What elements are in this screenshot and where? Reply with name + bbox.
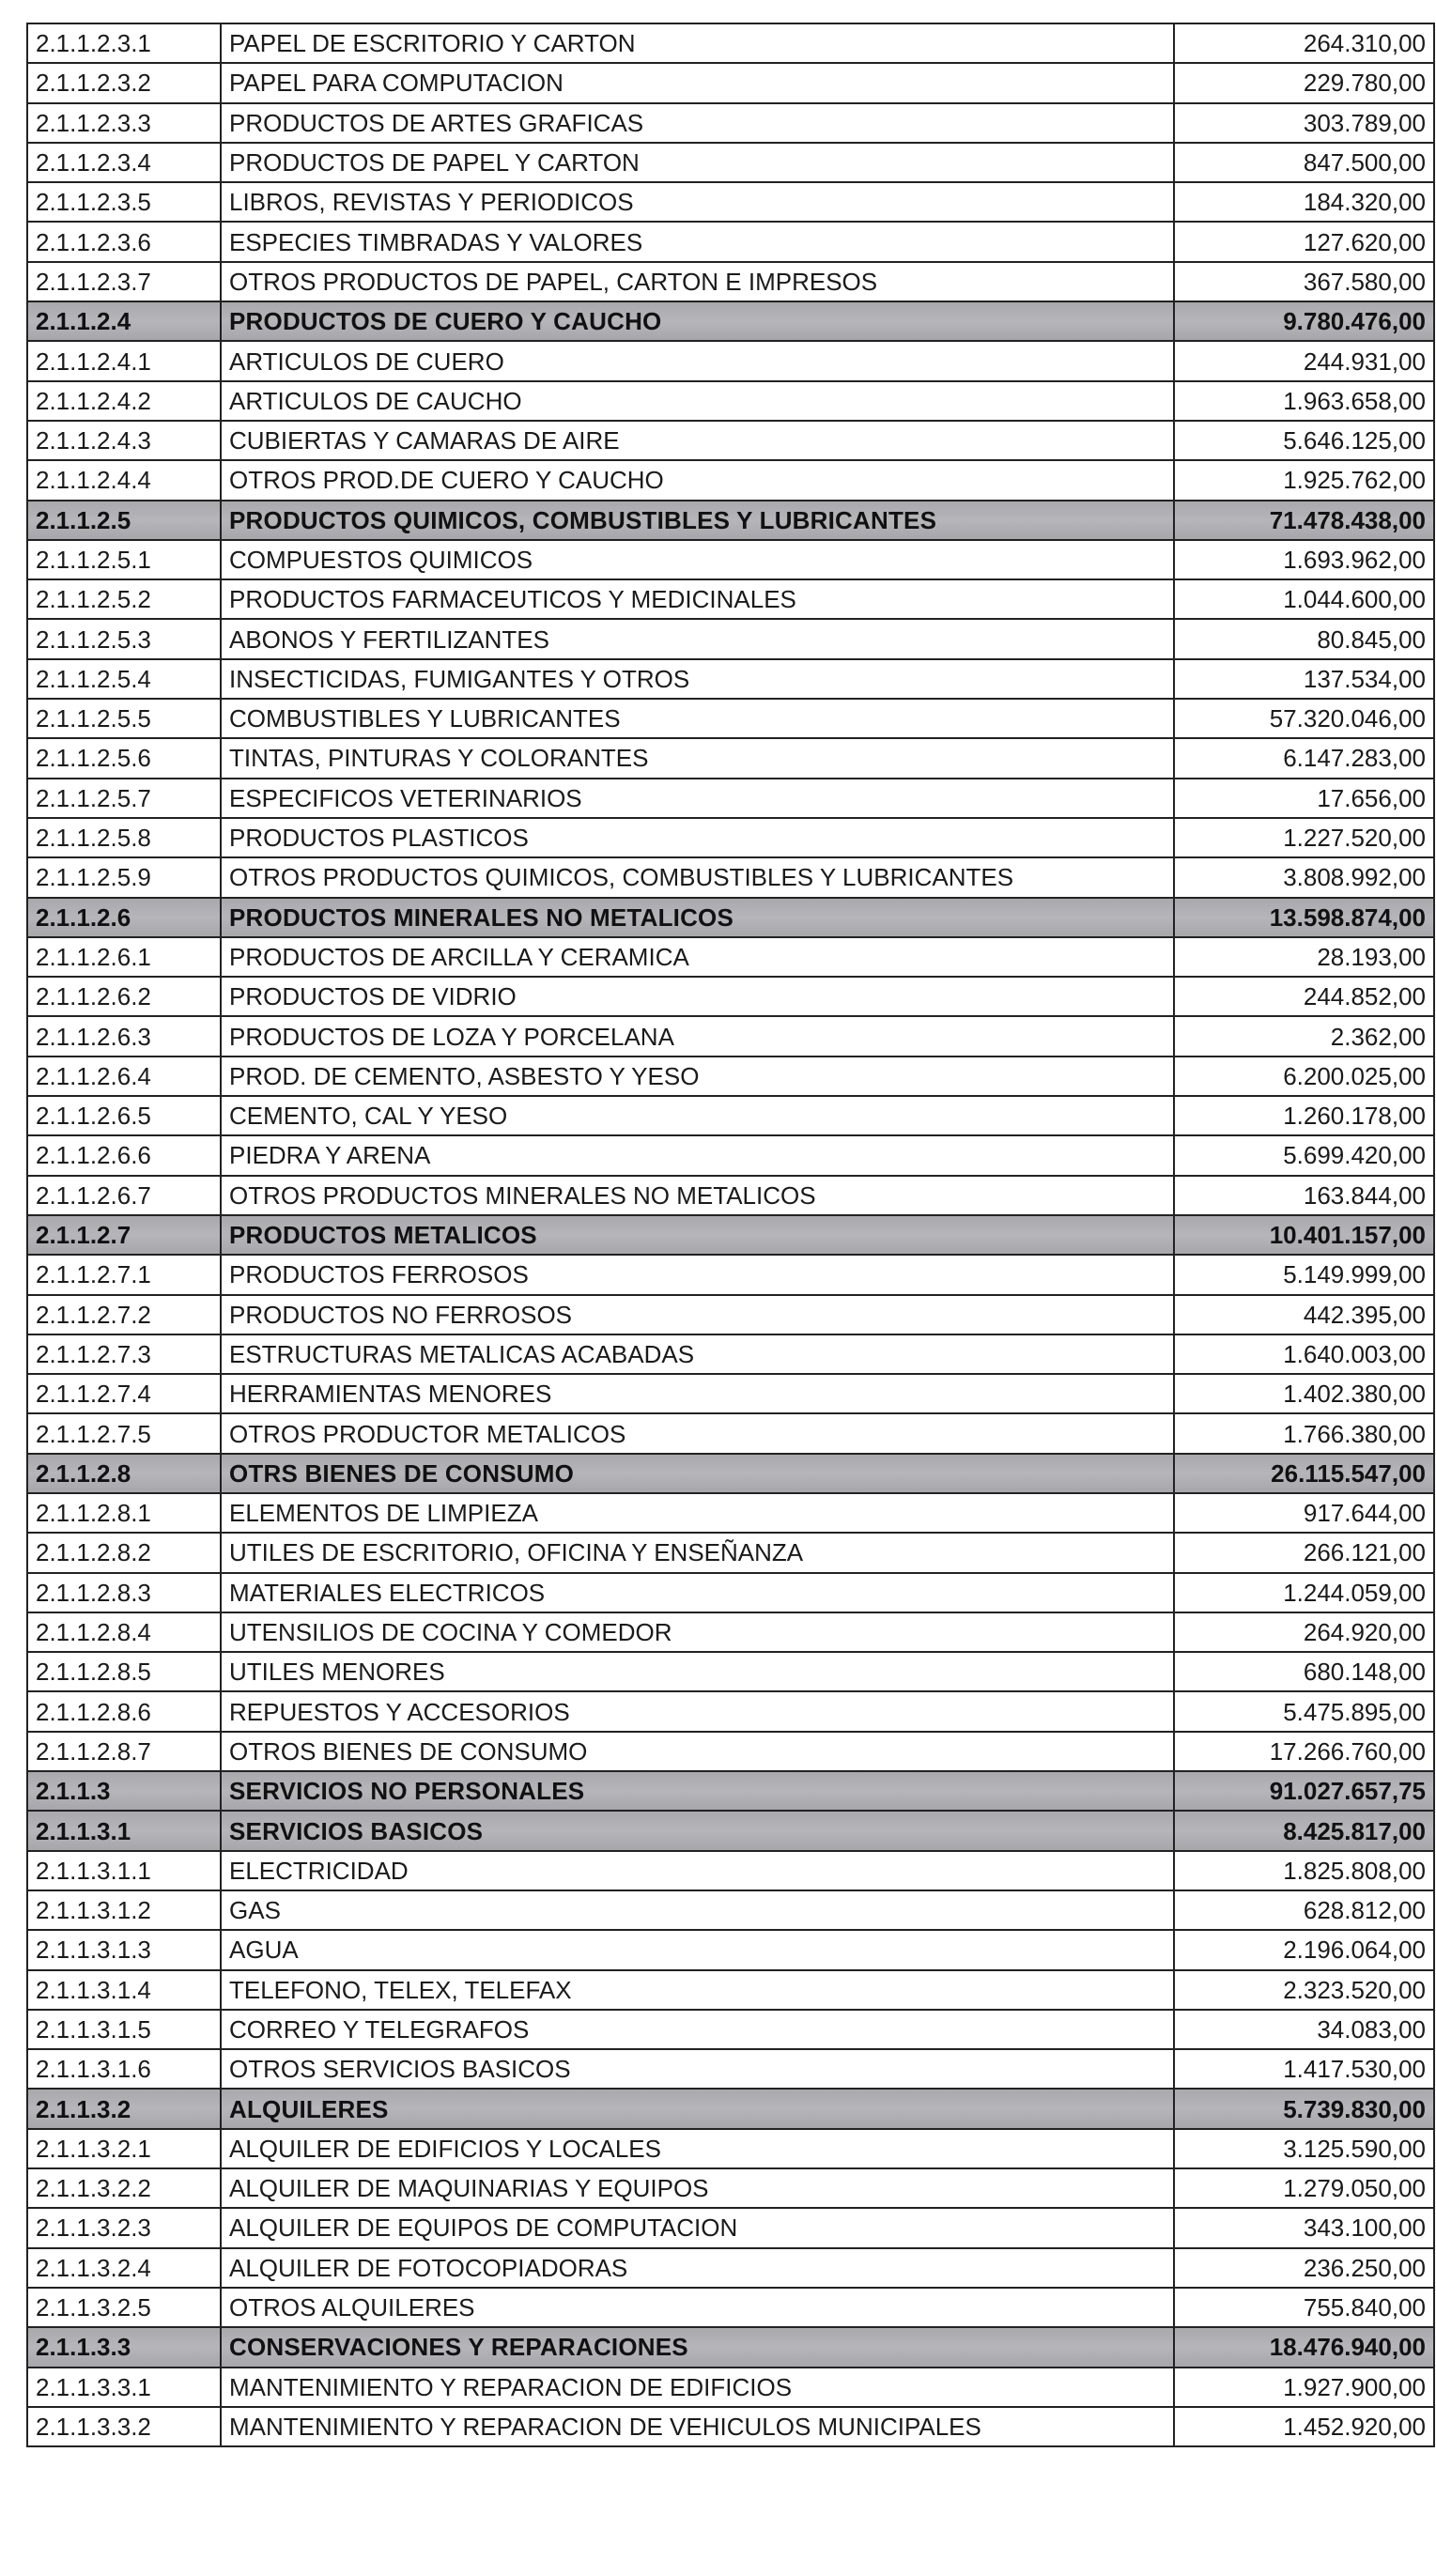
account-description-cell: CONSERVACIONES Y REPARACIONES (221, 2327, 1174, 2367)
account-code-cell: 2.1.1.3.2 (27, 2089, 221, 2128)
amount-cell: 5.149.999,00 (1174, 1255, 1434, 1294)
account-description-cell: OTROS PROD.DE CUERO Y CAUCHO (221, 460, 1174, 500)
table-row (27, 937, 1434, 977)
account-description-cell: OTROS SERVICIOS BASICOS (221, 2049, 1174, 2089)
account-description-cell: INSECTICIDAS, FUMIGANTES Y OTROS (221, 659, 1174, 699)
table-row (27, 2248, 1434, 2288)
account-code-cell: 2.1.1.2.5.1 (27, 540, 221, 579)
table-row-subtotal (27, 301, 1434, 341)
table-row-subtotal (27, 2327, 1434, 2367)
account-description-cell: OTROS PRODUCTOS DE PAPEL, CARTON E IMPRESOS (221, 262, 1174, 301)
amount-cell: 5.739.830,00 (1174, 2089, 1434, 2128)
amount-cell: 1.260.178,00 (1174, 1096, 1434, 1135)
amount-cell: 1.244.059,00 (1174, 1573, 1434, 1612)
table-row (27, 1732, 1434, 1771)
account-code-cell: 2.1.1.2.5.3 (27, 619, 221, 658)
account-description-cell: OTROS ALQUILERES (221, 2288, 1174, 2327)
account-description-cell: ELEMENTOS DE LIMPIEZA (221, 1493, 1174, 1533)
account-description-cell: ELECTRICIDAD (221, 1851, 1174, 1890)
amount-cell: 1.452.920,00 (1174, 2407, 1434, 2446)
account-description-cell: OTROS PRODUCTOS MINERALES NO METALICOS (221, 1176, 1174, 1215)
account-description-cell: PRODUCTOS FARMACEUTICOS Y MEDICINALES (221, 579, 1174, 619)
table-row (27, 1057, 1434, 1096)
account-code-cell: 2.1.1.3.1.2 (27, 1890, 221, 1930)
amount-cell: 17.266.760,00 (1174, 1732, 1434, 1771)
account-code-cell: 2.1.1.2.3.6 (27, 222, 221, 261)
amount-cell: 2.196.064,00 (1174, 1930, 1434, 1969)
amount-cell: 442.395,00 (1174, 1295, 1434, 1334)
table-row (27, 2368, 1434, 2407)
table-row (27, 2208, 1434, 2247)
account-code-cell: 2.1.1.3.3.1 (27, 2368, 221, 2407)
account-description-cell: ALQUILER DE MAQUINARIAS Y EQUIPOS (221, 2168, 1174, 2208)
amount-cell: 303.789,00 (1174, 103, 1434, 143)
account-description-cell: ARTICULOS DE CUERO (221, 341, 1174, 380)
table-row (27, 2010, 1434, 2049)
account-code-cell: 2.1.1.3.2.1 (27, 2129, 221, 2168)
account-description-cell: PIEDRA Y ARENA (221, 1135, 1174, 1175)
account-code-cell: 2.1.1.2.5.2 (27, 579, 221, 619)
account-description-cell: ESPECIFICOS VETERINARIOS (221, 779, 1174, 818)
amount-cell: 10.401.157,00 (1174, 1215, 1434, 1255)
table-row (27, 2049, 1434, 2089)
amount-cell: 264.310,00 (1174, 23, 1434, 63)
account-description-cell: PROD. DE CEMENTO, ASBESTO Y YESO (221, 1057, 1174, 1096)
amount-cell: 343.100,00 (1174, 2208, 1434, 2247)
account-code-cell: 2.1.1.2.4.2 (27, 381, 221, 421)
amount-cell: 5.475.895,00 (1174, 1691, 1434, 1731)
table-row-subtotal (27, 1771, 1434, 1811)
account-code-cell: 2.1.1.2.8.2 (27, 1533, 221, 1572)
account-description-cell: PRODUCTOS DE PAPEL Y CARTON (221, 143, 1174, 182)
table-row (27, 857, 1434, 897)
amount-cell: 184.320,00 (1174, 182, 1434, 222)
table-row (27, 1176, 1434, 1215)
account-code-cell: 2.1.1.2.3.4 (27, 143, 221, 182)
account-code-cell: 2.1.1.2.7.3 (27, 1334, 221, 1374)
table-row-subtotal (27, 1454, 1434, 1493)
account-code-cell: 2.1.1.2.8.5 (27, 1652, 221, 1691)
account-code-cell: 2.1.1.2.8 (27, 1454, 221, 1493)
account-code-cell: 2.1.1.2.3.2 (27, 63, 221, 102)
account-description-cell: ALQUILER DE EQUIPOS DE COMPUTACION (221, 2208, 1174, 2247)
table-row (27, 421, 1434, 460)
amount-cell: 127.620,00 (1174, 222, 1434, 261)
account-description-cell: OTRS BIENES DE CONSUMO (221, 1454, 1174, 1493)
account-description-cell: ESPECIES TIMBRADAS Y VALORES (221, 222, 1174, 261)
amount-cell: 163.844,00 (1174, 1176, 1434, 1215)
table-row (27, 1135, 1434, 1175)
table-row (27, 619, 1434, 658)
account-description-cell: PAPEL DE ESCRITORIO Y CARTON (221, 23, 1174, 63)
account-description-cell: ALQUILER DE FOTOCOPIADORAS (221, 2248, 1174, 2288)
account-code-cell: 2.1.1.2.5.6 (27, 738, 221, 778)
account-code-cell: 2.1.1.2.4 (27, 301, 221, 341)
account-code-cell: 2.1.1.2.3.1 (27, 23, 221, 63)
account-code-cell: 2.1.1.2.3.3 (27, 103, 221, 143)
account-description-cell: UTILES MENORES (221, 1652, 1174, 1691)
amount-cell: 17.656,00 (1174, 779, 1434, 818)
amount-cell: 13.598.874,00 (1174, 898, 1434, 937)
account-description-cell: TINTAS, PINTURAS Y COLORANTES (221, 738, 1174, 778)
table-row-subtotal (27, 2089, 1434, 2128)
account-description-cell: GAS (221, 1890, 1174, 1930)
table-row (27, 1890, 1434, 1930)
amount-cell: 244.852,00 (1174, 977, 1434, 1016)
account-description-cell: CUBIERTAS Y CAMARAS DE AIRE (221, 421, 1174, 460)
account-description-cell: LIBROS, REVISTAS Y PERIODICOS (221, 182, 1174, 222)
table-row (27, 23, 1434, 63)
account-code-cell: 2.1.1.2.6.3 (27, 1016, 221, 1056)
table-row (27, 1851, 1434, 1890)
table-row (27, 1970, 1434, 2010)
table-row (27, 699, 1434, 738)
amount-cell: 1.825.808,00 (1174, 1851, 1434, 1890)
amount-cell: 680.148,00 (1174, 1652, 1434, 1691)
account-code-cell: 2.1.1.2.6.2 (27, 977, 221, 1016)
account-code-cell: 2.1.1.2.6 (27, 898, 221, 937)
account-description-cell: MATERIALES ELECTRICOS (221, 1573, 1174, 1612)
account-code-cell: 2.1.1.3.1 (27, 1811, 221, 1850)
account-description-cell: PRODUCTOS DE VIDRIO (221, 977, 1174, 1016)
amount-cell: 3.808.992,00 (1174, 857, 1434, 897)
account-description-cell: HERRAMIENTAS MENORES (221, 1374, 1174, 1413)
account-description-cell: PRODUCTOS DE LOZA Y PORCELANA (221, 1016, 1174, 1056)
account-description-cell: MANTENIMIENTO Y REPARACION DE EDIFICIOS (221, 2368, 1174, 2407)
account-description-cell: PRODUCTOS NO FERROSOS (221, 1295, 1174, 1334)
table-row (27, 1612, 1434, 1652)
account-code-cell: 2.1.1.2.8.6 (27, 1691, 221, 1731)
account-code-cell: 2.1.1.3.3 (27, 2327, 221, 2367)
account-code-cell: 2.1.1.2.5 (27, 501, 221, 540)
amount-cell: 1.927.900,00 (1174, 2368, 1434, 2407)
account-description-cell: ABONOS Y FERTILIZANTES (221, 619, 1174, 658)
account-description-cell: OTROS PRODUCTOS QUIMICOS, COMBUSTIBLES Y LUBRICANTES (221, 857, 1174, 897)
account-description-cell: UTILES DE ESCRITORIO, OFICINA Y ENSEÑANZA (221, 1533, 1174, 1572)
amount-cell: 6.200.025,00 (1174, 1057, 1434, 1096)
table-row (27, 1413, 1434, 1453)
account-code-cell: 2.1.1.2.5.7 (27, 779, 221, 818)
amount-cell: 917.644,00 (1174, 1493, 1434, 1533)
table-row (27, 1255, 1434, 1294)
table-row (27, 2288, 1434, 2327)
table-row (27, 2407, 1434, 2446)
account-description-cell: CEMENTO, CAL Y YESO (221, 1096, 1174, 1135)
account-code-cell: 2.1.1.3.3.2 (27, 2407, 221, 2446)
account-code-cell: 2.1.1.2.6.1 (27, 937, 221, 977)
table-row-subtotal (27, 1811, 1434, 1850)
account-code-cell: 2.1.1.2.6.6 (27, 1135, 221, 1175)
amount-cell: 57.320.046,00 (1174, 699, 1434, 738)
table-row (27, 182, 1434, 222)
amount-cell: 80.845,00 (1174, 619, 1434, 658)
account-code-cell: 2.1.1.2.5.5 (27, 699, 221, 738)
amount-cell: 628.812,00 (1174, 1890, 1434, 1930)
account-description-cell: PRODUCTOS METALICOS (221, 1215, 1174, 1255)
amount-cell: 1.044.600,00 (1174, 579, 1434, 619)
account-description-cell: PRODUCTOS DE CUERO Y CAUCHO (221, 301, 1174, 341)
budget-page (26, 23, 1433, 2447)
account-description-cell: TELEFONO, TELEX, TELEFAX (221, 1970, 1174, 2010)
account-code-cell: 2.1.1.2.4.4 (27, 460, 221, 500)
account-code-cell: 2.1.1.2.8.3 (27, 1573, 221, 1612)
account-code-cell: 2.1.1.3.2.2 (27, 2168, 221, 2208)
amount-cell: 1.417.530,00 (1174, 2049, 1434, 2089)
account-code-cell: 2.1.1.2.6.7 (27, 1176, 221, 1215)
account-code-cell: 2.1.1.2.4.3 (27, 421, 221, 460)
amount-cell: 71.478.438,00 (1174, 501, 1434, 540)
table-row (27, 779, 1434, 818)
account-code-cell: 2.1.1.2.4.1 (27, 341, 221, 380)
amount-cell: 1.227.520,00 (1174, 818, 1434, 857)
amount-cell: 1.279.050,00 (1174, 2168, 1434, 2208)
account-code-cell: 2.1.1.3.2.4 (27, 2248, 221, 2288)
account-code-cell: 2.1.1.2.3.5 (27, 182, 221, 222)
amount-cell: 91.027.657,75 (1174, 1771, 1434, 1811)
amount-cell: 1.766.380,00 (1174, 1413, 1434, 1453)
table-row (27, 1334, 1434, 1374)
table-row (27, 977, 1434, 1016)
account-description-cell: SERVICIOS NO PERSONALES (221, 1771, 1174, 1811)
account-description-cell: COMPUESTOS QUIMICOS (221, 540, 1174, 579)
account-description-cell: COMBUSTIBLES Y LUBRICANTES (221, 699, 1174, 738)
account-description-cell: REPUESTOS Y ACCESORIOS (221, 1691, 1174, 1731)
account-description-cell: PRODUCTOS FERROSOS (221, 1255, 1174, 1294)
table-row (27, 2168, 1434, 2208)
account-code-cell: 2.1.1.2.7.4 (27, 1374, 221, 1413)
account-description-cell: PRODUCTOS DE ARCILLA Y CERAMICA (221, 937, 1174, 977)
account-code-cell: 2.1.1.2.7.5 (27, 1413, 221, 1453)
table-row (27, 381, 1434, 421)
account-description-cell: PRODUCTOS MINERALES NO METALICOS (221, 898, 1174, 937)
account-code-cell: 2.1.1.2.5.8 (27, 818, 221, 857)
amount-cell: 28.193,00 (1174, 937, 1434, 977)
account-description-cell: CORREO Y TELEGRAFOS (221, 2010, 1174, 2049)
account-code-cell: 2.1.1.2.7 (27, 1215, 221, 1255)
account-code-cell: 2.1.1.3.1.4 (27, 1970, 221, 2010)
amount-cell: 367.580,00 (1174, 262, 1434, 301)
amount-cell: 755.840,00 (1174, 2288, 1434, 2327)
amount-cell: 264.920,00 (1174, 1612, 1434, 1652)
table-row (27, 262, 1434, 301)
budget-table (26, 23, 1435, 2447)
account-code-cell: 2.1.1.3.2.5 (27, 2288, 221, 2327)
amount-cell: 137.534,00 (1174, 659, 1434, 699)
account-code-cell: 2.1.1.3.1.3 (27, 1930, 221, 1969)
table-row (27, 540, 1434, 579)
table-row (27, 1573, 1434, 1612)
table-row (27, 63, 1434, 102)
account-code-cell: 2.1.1.3 (27, 1771, 221, 1811)
table-row (27, 818, 1434, 857)
account-description-cell: OTROS BIENES DE CONSUMO (221, 1732, 1174, 1771)
amount-cell: 2.362,00 (1174, 1016, 1434, 1056)
amount-cell: 266.121,00 (1174, 1533, 1434, 1572)
table-row (27, 1930, 1434, 1969)
table-row (27, 1016, 1434, 1056)
account-code-cell: 2.1.1.2.8.4 (27, 1612, 221, 1652)
account-code-cell: 2.1.1.2.8.7 (27, 1732, 221, 1771)
table-row (27, 579, 1434, 619)
amount-cell: 8.425.817,00 (1174, 1811, 1434, 1850)
account-code-cell: 2.1.1.2.6.5 (27, 1096, 221, 1135)
account-description-cell: PRODUCTOS DE ARTES GRAFICAS (221, 103, 1174, 143)
amount-cell: 1.640.003,00 (1174, 1334, 1434, 1374)
amount-cell: 1.693.962,00 (1174, 540, 1434, 579)
account-description-cell: PAPEL PARA COMPUTACION (221, 63, 1174, 102)
table-row (27, 1096, 1434, 1135)
table-row (27, 1652, 1434, 1691)
account-code-cell: 2.1.1.3.2.3 (27, 2208, 221, 2247)
table-row (27, 341, 1434, 380)
amount-cell: 847.500,00 (1174, 143, 1434, 182)
account-description-cell: ALQUILERES (221, 2089, 1174, 2128)
amount-cell: 34.083,00 (1174, 2010, 1434, 2049)
table-row (27, 1295, 1434, 1334)
amount-cell: 229.780,00 (1174, 63, 1434, 102)
amount-cell: 3.125.590,00 (1174, 2129, 1434, 2168)
amount-cell: 1.963.658,00 (1174, 381, 1434, 421)
amount-cell: 18.476.940,00 (1174, 2327, 1434, 2367)
table-row-subtotal (27, 501, 1434, 540)
amount-cell: 244.931,00 (1174, 341, 1434, 380)
table-row (27, 1374, 1434, 1413)
account-description-cell: SERVICIOS BASICOS (221, 1811, 1174, 1850)
amount-cell: 5.646.125,00 (1174, 421, 1434, 460)
account-description-cell: AGUA (221, 1930, 1174, 1969)
account-code-cell: 2.1.1.2.5.4 (27, 659, 221, 699)
account-code-cell: 2.1.1.2.3.7 (27, 262, 221, 301)
table-row-subtotal (27, 1215, 1434, 1255)
table-row (27, 2129, 1434, 2168)
account-code-cell: 2.1.1.2.5.9 (27, 857, 221, 897)
amount-cell: 236.250,00 (1174, 2248, 1434, 2288)
amount-cell: 26.115.547,00 (1174, 1454, 1434, 1493)
budget-table-body (27, 23, 1434, 2446)
account-code-cell: 2.1.1.2.7.1 (27, 1255, 221, 1294)
table-row (27, 460, 1434, 500)
amount-cell: 2.323.520,00 (1174, 1970, 1434, 2010)
account-description-cell: MANTENIMIENTO Y REPARACION DE VEHICULOS MUNICIPALES (221, 2407, 1174, 2446)
table-row (27, 1691, 1434, 1731)
amount-cell: 1.402.380,00 (1174, 1374, 1434, 1413)
table-row (27, 222, 1434, 261)
account-code-cell: 2.1.1.2.6.4 (27, 1057, 221, 1096)
amount-cell: 9.780.476,00 (1174, 301, 1434, 341)
account-code-cell: 2.1.1.2.7.2 (27, 1295, 221, 1334)
table-row (27, 1533, 1434, 1572)
amount-cell: 1.925.762,00 (1174, 460, 1434, 500)
account-code-cell: 2.1.1.3.1.1 (27, 1851, 221, 1890)
account-code-cell: 2.1.1.2.8.1 (27, 1493, 221, 1533)
account-description-cell: OTROS PRODUCTOR METALICOS (221, 1413, 1174, 1453)
amount-cell: 5.699.420,00 (1174, 1135, 1434, 1175)
table-row-subtotal (27, 898, 1434, 937)
account-code-cell: 2.1.1.3.1.6 (27, 2049, 221, 2089)
table-row (27, 103, 1434, 143)
account-description-cell: ALQUILER DE EDIFICIOS Y LOCALES (221, 2129, 1174, 2168)
account-description-cell: ESTRUCTURAS METALICAS ACABADAS (221, 1334, 1174, 1374)
account-description-cell: ARTICULOS DE CAUCHO (221, 381, 1174, 421)
amount-cell: 6.147.283,00 (1174, 738, 1434, 778)
account-description-cell: PRODUCTOS QUIMICOS, COMBUSTIBLES Y LUBRICANTES (221, 501, 1174, 540)
account-description-cell: PRODUCTOS PLASTICOS (221, 818, 1174, 857)
table-row (27, 1493, 1434, 1533)
table-row (27, 143, 1434, 182)
table-row (27, 659, 1434, 699)
account-description-cell: UTENSILIOS DE COCINA Y COMEDOR (221, 1612, 1174, 1652)
account-code-cell: 2.1.1.3.1.5 (27, 2010, 221, 2049)
table-row (27, 738, 1434, 778)
